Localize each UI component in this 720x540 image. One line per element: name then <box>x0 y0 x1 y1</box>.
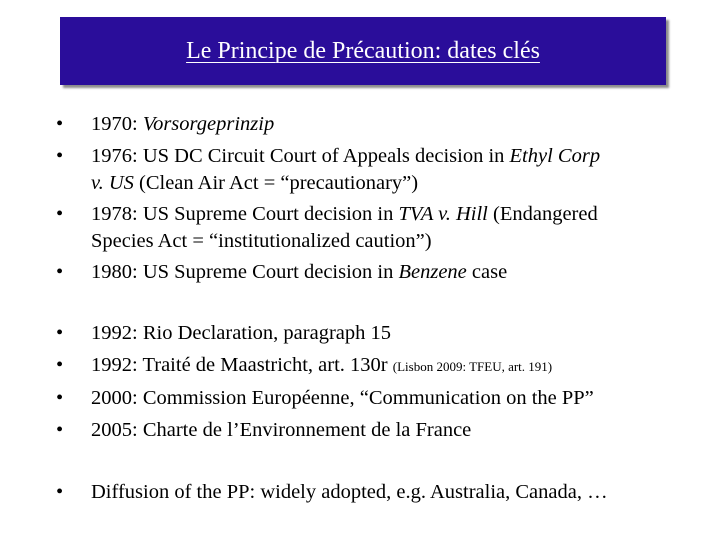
bullet-text: Diffusion of the PP: widely adopted, e.g. Australia, Canada, … <box>91 481 608 503</box>
bullet-text: 2000: Commission Européenne, “Communication on the PP” <box>91 387 594 409</box>
bullet-text-line2: Species Act = “institutionalized caution”) <box>91 230 432 252</box>
slide-title: Le Principe de Précaution: dates clés <box>186 37 540 64</box>
bullet-icon: • <box>56 419 64 441</box>
bullet-text: 1970: Vorsorgeprinzip <box>91 113 275 135</box>
bullet-icon: • <box>56 145 64 167</box>
bullet-icon: • <box>56 354 64 376</box>
bullet-icon: • <box>56 322 64 344</box>
bullet-text-line1: 1976: US DC Circuit Court of Appeals decision in Ethyl Corp <box>91 145 601 167</box>
bullet-icon: • <box>56 481 64 503</box>
bullet-icon: • <box>56 261 64 283</box>
bullet-text-line1: 1978: US Supreme Court decision in TVA v. Hill (Endangered <box>91 203 598 225</box>
bullet-icon: • <box>56 203 64 225</box>
bullet-icon: • <box>56 387 64 409</box>
bullet-icon: • <box>56 113 64 135</box>
bullet-text: 1992: Rio Declaration, paragraph 15 <box>91 322 392 344</box>
lisbon-note: (Lisbon 2009: TFEU, art. 191) <box>392 359 553 374</box>
bullet-text-line2: v. US (Clean Air Act = “precautionary”) <box>91 172 419 194</box>
bullet-text: 2005: Charte de l’Environnement de la France <box>91 419 472 441</box>
bullet-text: 1980: US Supreme Court decision in Benzene case <box>91 261 508 283</box>
bullet-text: 1992: Traité de Maastricht, art. 130r (Lisbon 2009: TFEU, art. 191) <box>91 354 553 376</box>
